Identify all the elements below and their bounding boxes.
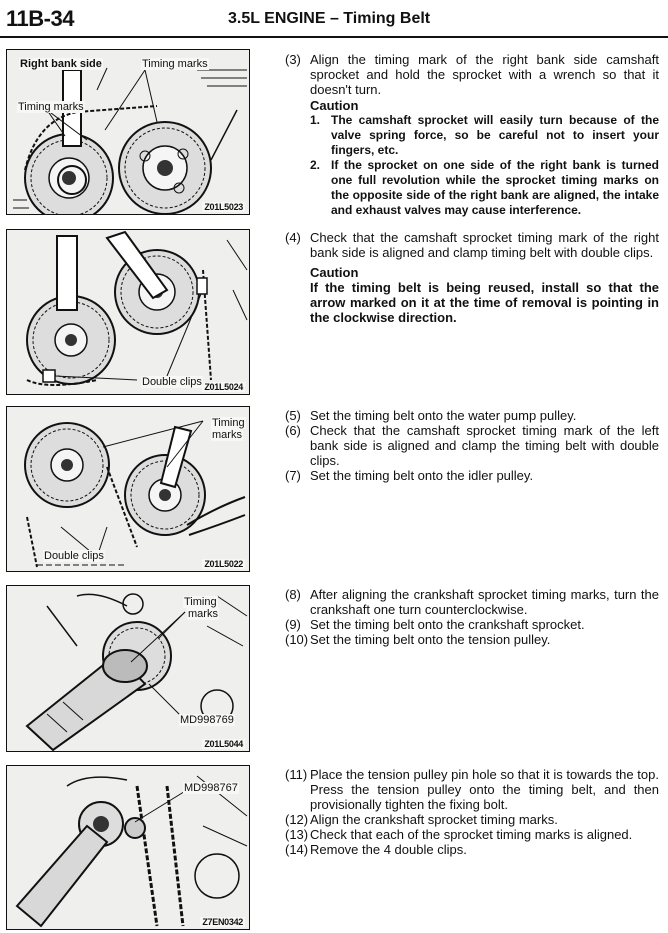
figure-label-timing: Timing (184, 596, 217, 608)
step-item (285, 827, 659, 842)
step-number: (13) (285, 827, 309, 842)
section-steps-5-7 (285, 408, 659, 483)
caution-item-number: 2. (310, 158, 321, 172)
step-text: Check that each of the sprocket timing marks is aligned. (310, 827, 633, 842)
step-number: (8) (285, 587, 301, 602)
section-steps-11-14 (285, 767, 659, 857)
step-item (285, 617, 659, 632)
caution-item-number: 1. (310, 113, 321, 127)
caution-title: Caution (310, 98, 359, 113)
step-text: Place the tension pulley pin hole so that it is towards the top. Press the tension pulley onto the timing belt, and then provisionally tighten the fixing bolt. (310, 767, 659, 812)
page-header (0, 0, 668, 40)
figure-code: Z01L5024 (204, 382, 243, 392)
figure-label-md998769: MD998769 (180, 714, 234, 726)
header-rule (0, 36, 668, 38)
step-item (285, 767, 659, 812)
page-title: 3.5L ENGINE – Timing Belt (228, 10, 431, 27)
figure-label-marks: marks (188, 608, 218, 620)
step-number: (10) (285, 632, 309, 647)
step-text: Set the timing belt onto the crankshaft sprocket. (310, 617, 585, 632)
step-number: (14) (285, 842, 309, 857)
step-item (285, 812, 659, 827)
step-item (285, 52, 659, 97)
figure-label-timing-marks: Timing marks (142, 58, 208, 70)
figure-right-bank-sprockets-drawing (7, 50, 250, 215)
caution-item-text: The camshaft sprocket will easily turn because of the valve spring force, so be careful not to insert your fingers, etc. (331, 113, 659, 157)
figure-double-clips-right-bank (6, 229, 250, 395)
step-text: Set the timing belt onto the tension pulley. (310, 632, 551, 647)
caution-item (310, 158, 659, 218)
figure-code: Z01L5023 (204, 202, 243, 212)
step-number: (12) (285, 812, 309, 827)
step-item (285, 230, 659, 260)
step-item (285, 587, 659, 617)
step-item (285, 632, 659, 647)
caution-item (310, 113, 659, 158)
section-step-4 (285, 230, 659, 325)
step-number: (6) (285, 423, 301, 438)
step-text: Remove the 4 double clips. (310, 842, 467, 857)
step-text: Align the crankshaft sprocket timing marks. (310, 812, 558, 827)
figure-crankshaft-sprocket (6, 585, 250, 752)
step-number: (11) (285, 767, 308, 782)
figure-label-timing: Timing (212, 417, 245, 429)
figure-label-md998767: MD998767 (184, 782, 238, 794)
figure-label-double-clips: Double clips (142, 376, 202, 388)
figure-tension-pulley (6, 765, 250, 930)
figure-label-double-clips: Double clips (44, 550, 104, 562)
caution-text: If the timing belt is being reused, install so that the arrow marked on it at the time of removal is pointing in the clockwise direction. (310, 280, 659, 325)
step-number: (4) (285, 230, 301, 245)
figure-label-timing-marks-left: Timing marks (18, 101, 84, 113)
figure-right-bank-sprockets (6, 49, 250, 215)
step-item (285, 423, 659, 468)
caution-title: Caution (310, 265, 359, 280)
step-text: Align the timing mark of the right bank side camshaft sprocket and hold the sprocket with a wrench so that it doesn't turn. (310, 52, 659, 97)
step-item (285, 842, 659, 857)
figure-left-bank-sprockets (6, 406, 250, 572)
step-text: Set the timing belt onto the idler pulley. (310, 468, 534, 483)
section-steps-8-10 (285, 587, 659, 647)
step-text: Check that the camshaft sprocket timing mark of the left bank side is aligned and clamp the timing belt with double clips. (310, 423, 659, 468)
step-text: Set the timing belt onto the water pump pulley. (310, 408, 577, 423)
section-step-3 (285, 52, 659, 218)
step-item (285, 468, 659, 483)
step-item (285, 408, 659, 423)
figure-code: Z01L5044 (204, 739, 243, 749)
figure-label-marks: marks (212, 429, 242, 441)
figure-double-clips-right-bank-drawing (7, 230, 250, 395)
figure-code: Z7EN0342 (202, 917, 243, 927)
step-number: (3) (285, 52, 301, 67)
step-text: Check that the camshaft sprocket timing mark of the right bank side is aligned and clamp timing belt with double clips. (310, 230, 659, 260)
step-number: (5) (285, 408, 301, 423)
page-number: 11B-34 (6, 6, 74, 31)
figure-label-right-bank-side: Right bank side (20, 58, 102, 70)
step-number: (7) (285, 468, 301, 483)
caution-item-text: If the sprocket on one side of the right bank is turned one full revolution while the sprocket timing marks on the opposite side of the right bank are aligned, the intake and exhaust valves may cause interference. (331, 158, 659, 217)
step-number: (9) (285, 617, 301, 632)
step-text: After aligning the crankshaft sprocket timing marks, turn the crankshaft one turn counterclockwise. (310, 587, 659, 617)
figure-code: Z01L5022 (204, 559, 243, 569)
